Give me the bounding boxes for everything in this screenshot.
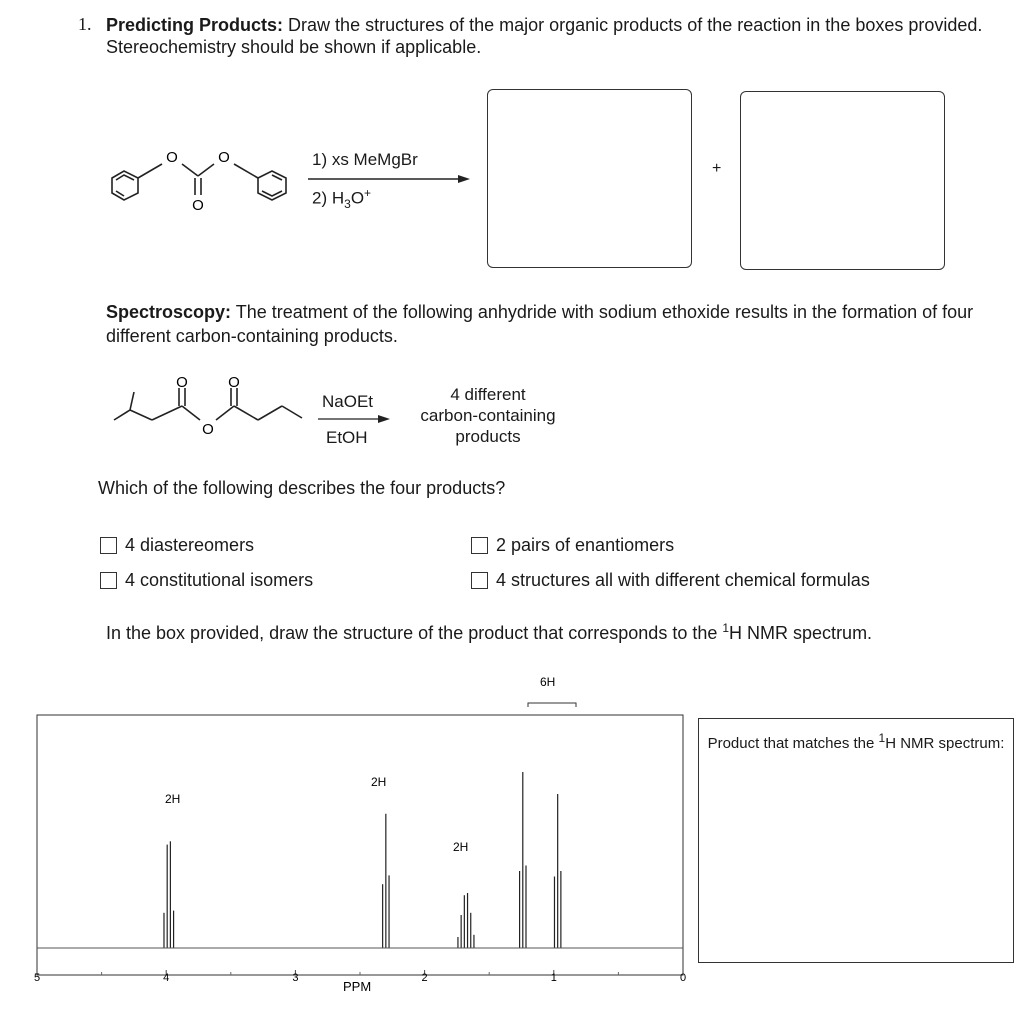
question-1-title: Predicting Products: [106, 15, 284, 35]
option-4-label: 4 structures all with different chemical formulas [496, 570, 870, 590]
product-box-1[interactable] [487, 89, 692, 268]
nmr-prompt-sup: 1 [722, 621, 730, 635]
spectroscopy-text: The treatment of the following anhydride with sodium ethoxide results in the formation of four different carbon-containing products. [106, 302, 974, 346]
atom-o-2: O [218, 149, 230, 166]
plus-sign: + [712, 160, 722, 177]
reagent-naoet: NaOEt [322, 392, 374, 411]
nmr-tick-label-4: 4 [163, 972, 170, 984]
nmr-prompt-b: H NMR spectrum. [729, 623, 873, 643]
nmr-tick-label-1: 1 [550, 972, 557, 984]
spectroscopy-prompt [106, 300, 986, 348]
option-4[interactable] [471, 570, 870, 591]
reaction-arrow-2 [318, 413, 392, 425]
spectroscopy-title: Spectroscopy: [106, 302, 232, 322]
option-3-checkbox[interactable] [471, 537, 488, 554]
atom-o-1: O [166, 149, 178, 166]
integration-label-1: 2H [165, 792, 181, 806]
product-line-3: products [455, 427, 521, 446]
option-3-label: 2 pairs of enantiomers [496, 535, 675, 555]
option-2[interactable] [100, 570, 313, 591]
integration-bracket [528, 703, 576, 707]
nmr-tick-label-5: 5 [33, 972, 41, 984]
atom-o-bridge: O [202, 421, 214, 438]
answer-box-a: Product that matches the [707, 735, 879, 752]
option-2-checkbox[interactable] [100, 572, 117, 589]
question-1-text: Draw the structures of the major organic products of the reaction in the boxes provided. Stereochemistry should be shown if applicable. [106, 15, 983, 57]
nmr-prompt [106, 621, 872, 644]
reagent-1: 1) xs MeMgBr [312, 150, 418, 169]
product-line-2: carbon-containing [420, 406, 556, 425]
product-line-1: 4 different [450, 385, 526, 404]
reagent-2-prefix: 2) H [312, 188, 345, 208]
atom-o-carbonyl-2: O [228, 374, 240, 391]
diphenyl-carbonate-structure [100, 140, 300, 220]
option-4-checkbox[interactable] [471, 572, 488, 589]
nmr-tick-label-2: 2 [421, 972, 428, 984]
nmr-answer-box[interactable] [698, 718, 1014, 963]
nmr-tick-label-3: 3 [292, 972, 299, 984]
nmr-axis-label: PPM [343, 979, 372, 994]
option-1[interactable] [100, 535, 254, 556]
option-3[interactable] [471, 535, 674, 556]
reaction-arrow-1 [308, 172, 472, 186]
product-description [406, 384, 570, 447]
reagent-2-mid: O [350, 188, 365, 208]
nmr-answer-box-title [699, 729, 1013, 753]
multiple-choice-question: Which of the following describes the four products? [98, 478, 506, 498]
option-2-label: 4 constitutional isomers [125, 570, 314, 590]
option-1-label: 4 diastereomers [125, 535, 255, 555]
option-1-checkbox[interactable] [100, 537, 117, 554]
answer-box-b: H NMR spectrum: [885, 735, 1005, 752]
product-box-2[interactable] [740, 91, 945, 270]
question-1-prompt [106, 14, 986, 58]
reagent-2-sup: + [364, 186, 372, 200]
reagent-2-sub: 3 [344, 197, 351, 212]
integration-label-4: 6H [540, 675, 556, 689]
nmr-frame [37, 715, 683, 975]
atom-o-carbonyl: O [192, 197, 204, 214]
nmr-prompt-a: In the box provided, draw the structure of the product that corresponds to the [106, 623, 723, 643]
reagent-2 [312, 186, 371, 211]
nmr-tick-label-0: 0 [679, 972, 687, 984]
answer-box-sup: 1 [878, 731, 886, 745]
integration-label-2: 2H [371, 775, 387, 789]
question-number: 1. [78, 14, 92, 34]
reagent-etoh: EtOH [326, 428, 368, 447]
anhydride-structure [104, 370, 314, 445]
nmr-peak-group [164, 772, 561, 948]
nmr-spectrum [0, 665, 700, 1005]
atom-o-carbonyl-1: O [176, 374, 188, 391]
integration-label-3: 2H [453, 840, 469, 854]
